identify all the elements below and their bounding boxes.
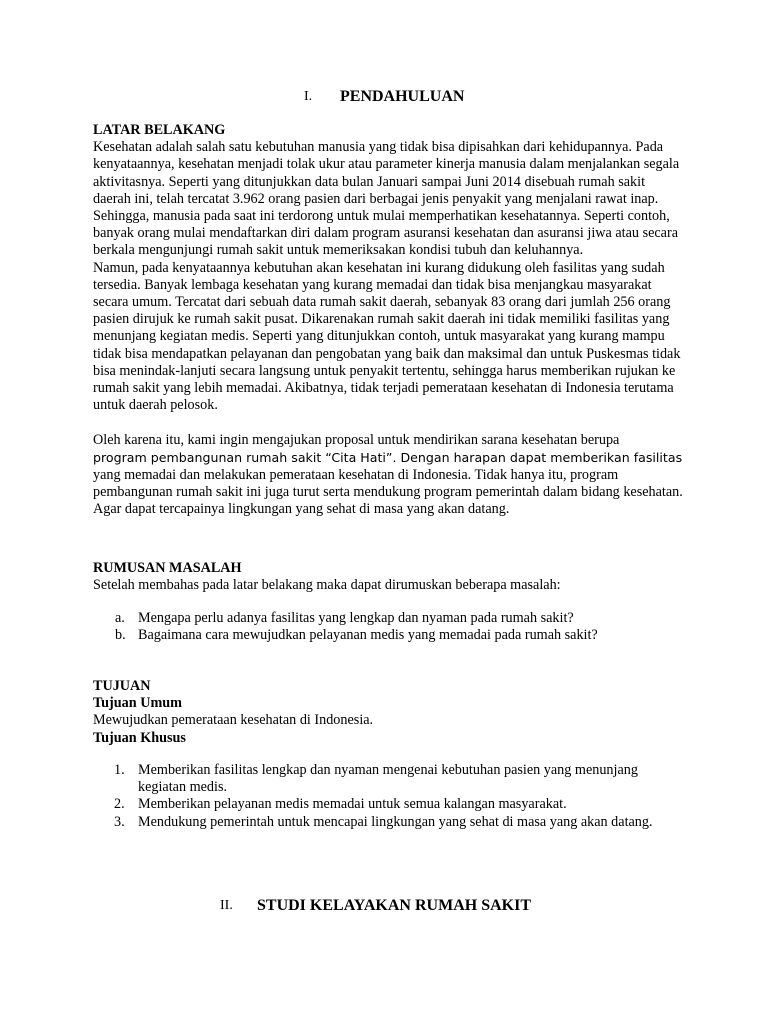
latar-paragraph-2: Namun, pada kenyataannya kebutuhan akan kesehatan ini kurang didukung oleh fasilitas yang sudah tersedia. Banyak lembaga kesehatan yang kurang memadai dan tidak bisa menjangkau masyarakat secara umum. Tercatat dari sebuah data rumah sakit daerah, sebanyak 83 orang dari jumlah 256 orang pasien dirujuk ke rumah sakit pusat. Dikarenakan rumah sakit daerah ini tidak memiliki fasilitas yang menunjang kegiatan medis. Seperti yang ditunjukkan contoh, untuk masyarakat yang kurang mampu tidak bisa mendapatkan pelayanan dan pengobatan yang baik dan maksimal dan untuk Puskesmas tidak bisa menindak-lanjuti secara langsung untuk penyakit tertentu, sehingga harus memberikan rujukan ke rumah sakit yang lebih memadai. Akibatnya, tidak terjadi pemerataan kesehatan di Indonesia terutama untuk daerah pelosok.: [93, 259, 681, 414]
list-item: [93, 610, 683, 627]
section-2-number: II.: [220, 898, 233, 913]
list-marker: 1.: [114, 762, 125, 778]
list-item: [93, 796, 683, 813]
list-marker: b.: [115, 627, 126, 644]
list-item: [93, 627, 683, 644]
rumusan-heading: RUMUSAN MASALAH: [93, 560, 242, 576]
tujuan-umum-heading: Tujuan Umum: [93, 695, 182, 712]
latar-paragraph-3: [93, 432, 683, 519]
latar-p3-line1: Oleh karena itu, kami ingin mengajukan proposal untuk mendirikan sarana kesehatan berupa: [93, 431, 620, 448]
rumusan-list: [93, 610, 683, 644]
latar-p3-rest: yang memadai dan melakukan pemerataan kesehatan di Indonesia. Tidak hanya itu, program pembangunan rumah sakit ini juga turut serta mendukung program pemerintah dalam bidang kesehatan. Agar dapat tercapainya lingkungan yang sehat di masa yang akan datang.: [93, 467, 683, 518]
section-1-title: PENDAHULUAN: [340, 88, 465, 105]
list-marker: 3.: [114, 813, 125, 830]
list-marker: 2.: [114, 796, 125, 813]
rumusan-section: [93, 560, 683, 594]
list-item-text: Bagaimana cara mewujudkan pelayanan medis yang memadai pada rumah sakit?: [138, 627, 598, 644]
list-item-text: Mengapa perlu adanya fasilitas yang lengkap dan nyaman pada rumah sakit?: [138, 610, 574, 626]
list-item-text: Mendukung pemerintah untuk mencapai lingkungan yang sehat di masa yang akan datang.: [138, 813, 653, 830]
latar-paragraph-1: Kesehatan adalah salah satu kebutuhan manusia yang tidak bisa dipisahkan dari kehidupannya. Pada kenyataannya, kesehatan menjadi tolak ukur atau parameter kinerja manusia dalam menjalankan segala aktivitasnya. Seperti yang ditunjukkan data bulan Januari sampai Juni 2014 disebuah rumah sakit daerah ini, telah tercatat 3.962 orang pasien dari berbagai jenis penyakit yang menjalani rawat inap. Sehingga, manusia pada saat ini terdorong untuk mulai memperhatikan kesehatannya. Seperti contoh, banyak orang mulai mendaftarkan diri dalam program asuransi kesehatan dan asuransi jiwa atau secara berkala mengunjungi rumah sakit untuk memeriksakan kondisi tubuh dan keluhannya.: [93, 139, 680, 259]
list-item: [93, 762, 683, 796]
section-1-body: [93, 122, 683, 519]
section-1-number: I.: [304, 89, 313, 104]
latar-belakang-heading: LATAR BELAKANG: [93, 122, 226, 138]
list-item: [93, 814, 683, 831]
list-marker: a.: [115, 610, 125, 626]
tujuan-list: [93, 762, 683, 831]
tujuan-section: [93, 678, 683, 747]
list-item-text: Memberikan fasilitas lengkap dan nyaman mengenai kebutuhan pasien yang menunjang kegiatan medis.: [138, 762, 638, 796]
rumusan-intro: Setelah membahas pada latar belakang maka dapat dirumuskan beberapa masalah:: [93, 577, 561, 594]
latar-p3-line2: program pembangunan rumah sakit “Cita Hati”. Dengan harapan dapat memberikan fasilitas: [93, 449, 683, 465]
tujuan-khusus-heading: Tujuan Khusus: [93, 729, 186, 746]
section-2-title: STUDI KELAYAKAN RUMAH SAKIT: [257, 897, 531, 914]
tujuan-umum-text: Mewujudkan pemerataan kesehatan di Indonesia.: [93, 712, 374, 729]
blank-line: [93, 414, 683, 431]
list-item-text: Memberikan pelayanan medis memadai untuk semua kalangan masyarakat.: [138, 796, 567, 813]
tujuan-heading: TUJUAN: [93, 678, 151, 694]
